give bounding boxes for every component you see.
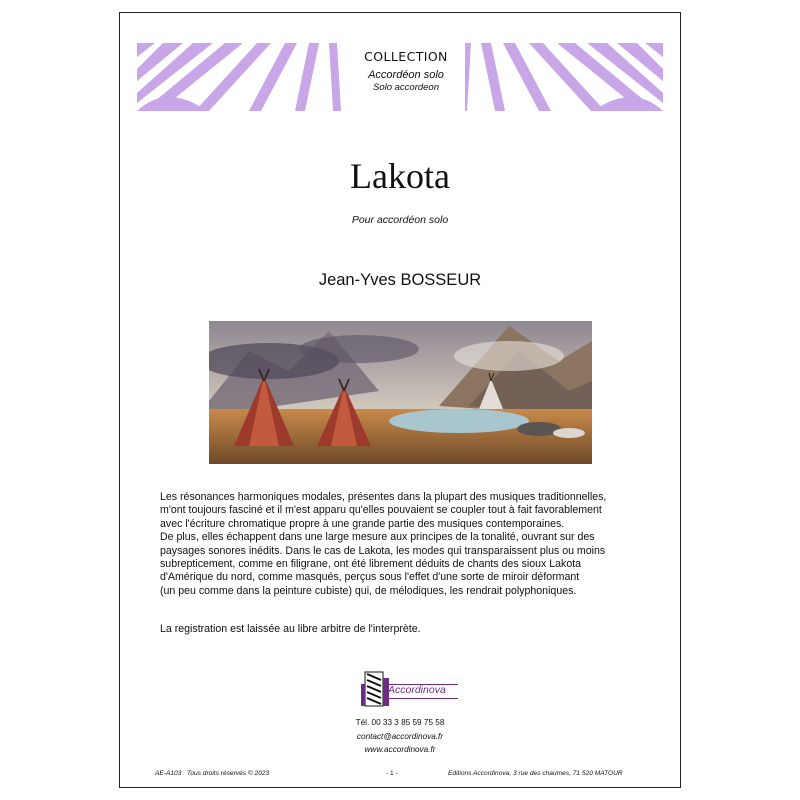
series-name-en: Solo accordeon [372,82,440,93]
page-number: - 1 - [386,770,398,777]
accordinova-logo [361,664,461,712]
logo-wordmark [388,684,446,696]
website-link[interactable]: www.accordinova.fr [364,745,436,754]
program-note-line: avec l'écriture chromatique propre à une grande partie des musiques contemporaines. [160,517,565,530]
collection-label [347,43,465,111]
composer-name: Jean-Yves BOSSEUR [318,271,482,289]
collection-banner [137,43,663,111]
program-note-line: paysages sonores inédits. Dans le cas de Lakota, les modes qui transparaissent plus ou moins [160,544,606,557]
work-subtitle: Pour accordéon solo [351,214,449,226]
phone-number: Tél. 00 33 3 85 59 75 58 [355,718,445,727]
program-note-line: m'ont toujours fasciné et il m'est apparu qu'elles pouvaient se coupler tout à fait favorablement [160,504,602,517]
publisher-address: Editions Accordinova, 3 rue des chaumes, 71 520 MATOUR [448,770,623,777]
tipi-landscape-illustration [209,321,592,464]
program-note [160,491,660,598]
footer-reference-rights [155,770,269,777]
collection-title: COLLECTION [364,49,448,64]
publisher-contact [120,716,680,757]
registration-note: La registration est laissée au libre arbitre de l'interprète. [160,623,421,635]
program-note-line: subrepticement, comme en filigrane, ont été librement déduits de chants des sioux Lakota [160,558,582,571]
accordion-icon [361,664,391,712]
work-title: Lakota [350,156,450,196]
series-name-fr: Accordéon solo [368,69,444,81]
rights-notice: Tous droits réservés © 2023 [186,770,270,777]
program-note-line: d'Amérique du nord, comme masqués, perçus sous l'effet d'une sorte de miroir déformant [160,571,580,584]
email-link[interactable]: contact@accordinova.fr [356,731,444,741]
logo-text: Accordinova [388,684,446,696]
program-note-line: (un peu comme dans la peinture cubiste) qui, de mélodiques, les rendrait polyphoniques. [160,584,577,597]
score-cover-page [119,12,681,788]
program-note-line: Les résonances harmoniques modales, présentes dans la plupart des musiques traditionnelles, [160,491,607,503]
program-note-line: De plus, elles échappent dans une large mesure aux principes de la tonalité, ouvrant sur des [160,531,595,544]
catalog-reference: AE-A103 [155,770,182,777]
